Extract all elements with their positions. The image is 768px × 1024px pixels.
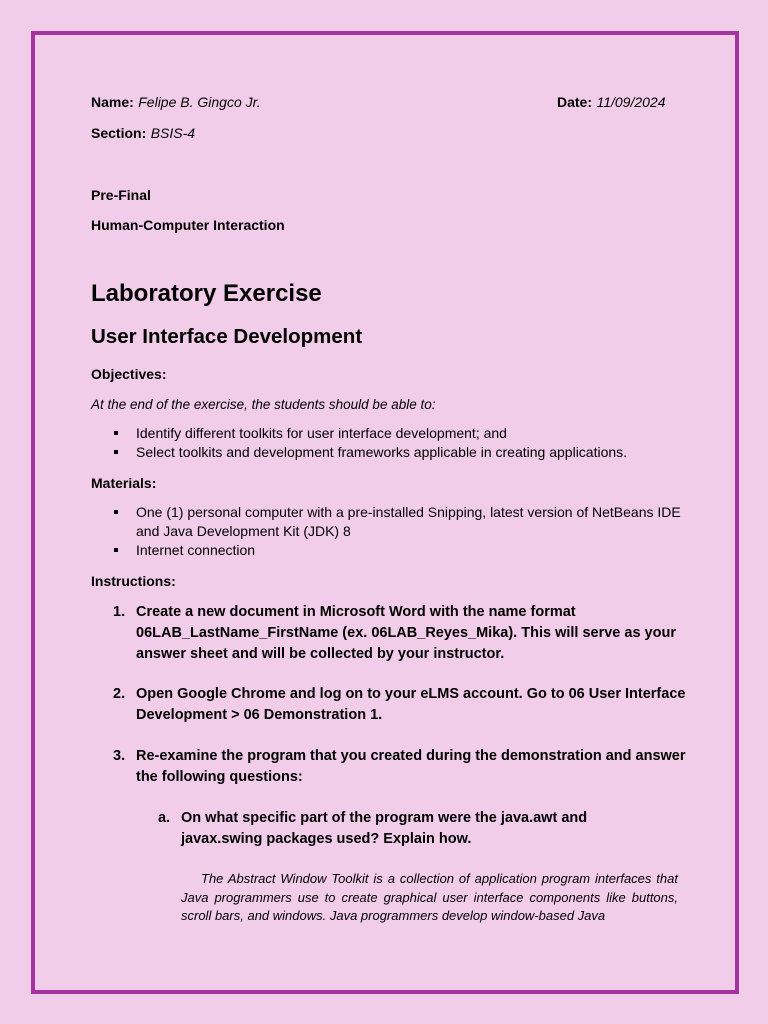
- page-title: Laboratory Exercise: [91, 280, 322, 307]
- instruction-number: 3.: [113, 748, 126, 764]
- section-line: [91, 125, 195, 143]
- course-subject: Human-Computer Interaction: [91, 217, 285, 233]
- name-line: [91, 94, 261, 112]
- list-item: One (1) personal computer with a pre-installed Snipping, latest version of NetBeans IDE and Java Development Kit (JDK) 8: [91, 503, 691, 541]
- materials-heading: Materials:: [91, 475, 157, 491]
- instruction-item-3: [113, 746, 696, 788]
- date-value: 11/09/2024: [596, 94, 666, 110]
- objectives-heading: Objectives:: [91, 366, 167, 382]
- name-value: Felipe B. Gingco Jr.: [138, 94, 261, 110]
- sub-question-letter: a.: [158, 810, 171, 826]
- materials-list: [91, 503, 691, 560]
- instruction-text: Re-examine the program that you created during the demonstration and answer the following questions:: [136, 748, 686, 785]
- instruction-item-1: [113, 602, 696, 665]
- section-label: Section:: [91, 125, 147, 141]
- section-value: BSIS-4: [150, 125, 196, 141]
- answer-paragraph: The Abstract Window Toolkit is a collection of application program interfaces that Java programmers use to create graphical user interface components like buttons, scroll bars, and windows. Java programmers develop window-based Java: [181, 871, 678, 923]
- list-item: Identify different toolkits for user interface development; and: [91, 424, 691, 443]
- instruction-text: Open Google Chrome and log on to your eLMS account. Go to 06 User Interface Development > 06 Demonstration 1.: [136, 686, 686, 723]
- instructions-heading: Instructions:: [91, 573, 176, 589]
- list-item: Internet connection: [91, 541, 691, 560]
- sub-question-a: [158, 808, 621, 850]
- date-line: [557, 94, 666, 112]
- instruction-number: 1.: [113, 604, 126, 620]
- page-subtitle: User Interface Development: [91, 325, 363, 348]
- list-item: Select toolkits and development frameworks applicable in creating applications.: [91, 443, 691, 462]
- date-label: Date:: [557, 94, 593, 110]
- instruction-text: Create a new document in Microsoft Word with the name format 06LAB_LastName_FirstName (ex. 06LAB_Reyes_Mika). This will serve as your answer sheet and will be collected by your instructor.: [136, 604, 676, 662]
- instruction-number: 2.: [113, 686, 126, 702]
- objectives-intro: At the end of the exercise, the students should be able to:: [91, 397, 436, 412]
- instruction-item-2: [113, 684, 696, 726]
- course-term: Pre-Final: [91, 187, 151, 203]
- objectives-list: [91, 424, 691, 462]
- sub-question-text: On what specific part of the program were the java.awt and javax.swing packages used? Explain how.: [181, 810, 588, 847]
- name-label: Name:: [91, 94, 134, 110]
